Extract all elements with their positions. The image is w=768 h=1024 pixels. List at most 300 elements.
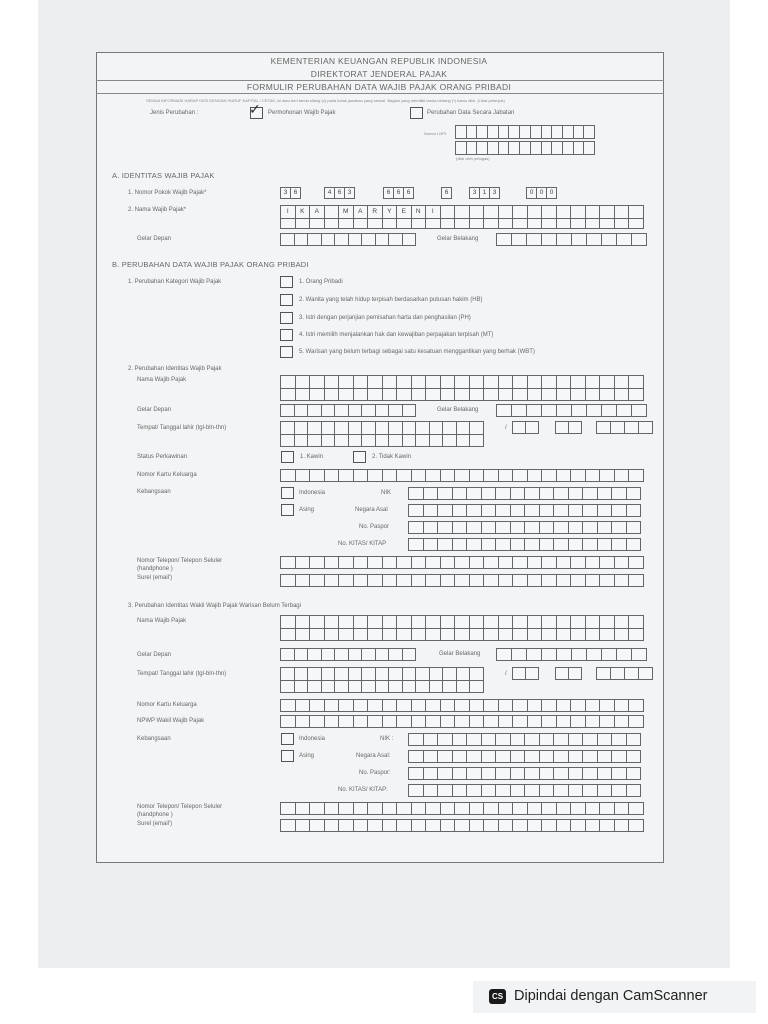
kategori-checkbox[interactable] <box>280 346 293 358</box>
char-box[interactable] <box>408 521 424 534</box>
char-box[interactable] <box>309 802 325 815</box>
char-box[interactable] <box>498 802 514 815</box>
char-box[interactable] <box>614 469 630 482</box>
char-box[interactable] <box>628 715 644 728</box>
npwp-group[interactable] <box>526 187 556 199</box>
char-box[interactable] <box>599 574 615 587</box>
char-box[interactable] <box>524 504 540 517</box>
char-box[interactable] <box>582 521 598 534</box>
char-box[interactable] <box>324 819 340 832</box>
char-box[interactable] <box>440 469 456 482</box>
char-box[interactable] <box>307 680 322 693</box>
char-box[interactable] <box>425 218 441 229</box>
char-box[interactable] <box>361 667 376 681</box>
char-box[interactable] <box>510 733 526 746</box>
char-box[interactable] <box>571 404 587 417</box>
char-box[interactable] <box>280 469 296 482</box>
char-box[interactable] <box>440 615 456 629</box>
char-box[interactable] <box>481 750 497 763</box>
char-box[interactable] <box>429 434 444 447</box>
char-box[interactable] <box>628 615 644 629</box>
char-box[interactable] <box>628 205 644 219</box>
char-box[interactable] <box>526 404 542 417</box>
char-box[interactable] <box>437 538 453 551</box>
char-box[interactable] <box>456 421 471 435</box>
char-box[interactable] <box>512 667 526 680</box>
char-box[interactable] <box>628 802 644 815</box>
char-box[interactable] <box>599 205 615 219</box>
nama-field[interactable] <box>280 375 643 389</box>
char-box[interactable] <box>498 574 514 587</box>
char-box[interactable] <box>527 615 543 629</box>
char-box[interactable] <box>614 556 630 569</box>
char-box[interactable]: A <box>353 205 369 219</box>
char-box[interactable] <box>375 667 390 681</box>
char-box[interactable] <box>469 680 484 693</box>
char-box[interactable] <box>568 767 584 780</box>
char-box[interactable] <box>524 521 540 534</box>
telepon-field[interactable] <box>280 556 643 569</box>
gelar-belakang-field[interactable] <box>496 233 646 246</box>
char-box[interactable] <box>348 667 363 681</box>
char-box[interactable] <box>481 487 497 500</box>
char-box[interactable] <box>411 388 427 401</box>
char-box[interactable] <box>585 699 601 712</box>
char-box[interactable] <box>610 421 625 434</box>
char-box[interactable] <box>382 628 398 641</box>
char-box[interactable] <box>466 521 482 534</box>
char-box[interactable] <box>348 421 363 435</box>
char-box[interactable] <box>411 375 427 389</box>
char-box[interactable] <box>425 819 441 832</box>
char-box[interactable] <box>527 715 543 728</box>
char-box[interactable] <box>481 784 497 797</box>
char-box[interactable] <box>570 699 586 712</box>
char-box[interactable] <box>555 667 569 680</box>
char-box[interactable] <box>295 819 311 832</box>
char-box[interactable] <box>321 680 336 693</box>
char-box[interactable] <box>601 404 617 417</box>
char-box[interactable] <box>295 556 311 569</box>
char-box[interactable] <box>402 404 417 417</box>
char-box[interactable] <box>524 733 540 746</box>
char-box[interactable] <box>440 205 456 219</box>
char-box[interactable] <box>495 750 511 763</box>
char-box[interactable] <box>611 733 627 746</box>
char-box[interactable] <box>353 556 369 569</box>
char-box[interactable] <box>408 538 424 551</box>
char-box[interactable] <box>498 715 514 728</box>
char-box[interactable] <box>402 648 417 661</box>
char-box[interactable] <box>568 521 584 534</box>
char-box[interactable] <box>396 375 412 389</box>
char-box[interactable] <box>582 538 598 551</box>
char-box[interactable] <box>611 767 627 780</box>
char-box[interactable] <box>294 680 309 693</box>
char-box[interactable] <box>382 802 398 815</box>
char-box[interactable] <box>631 648 647 661</box>
char-box[interactable] <box>396 574 412 587</box>
char-box[interactable] <box>556 233 572 246</box>
char-box[interactable] <box>466 538 482 551</box>
char-box[interactable] <box>415 421 430 435</box>
char-box[interactable] <box>541 205 557 219</box>
char-box[interactable] <box>307 421 322 435</box>
char-box[interactable] <box>396 218 412 229</box>
char-box[interactable] <box>388 680 403 693</box>
char-box[interactable] <box>568 733 584 746</box>
char-box[interactable] <box>556 699 572 712</box>
char-box[interactable] <box>469 421 484 435</box>
gelar-belakang-field[interactable] <box>496 404 646 417</box>
char-box[interactable] <box>512 574 528 587</box>
char-box[interactable] <box>440 802 456 815</box>
char-box[interactable] <box>396 802 412 815</box>
char-box[interactable] <box>599 375 615 389</box>
char-box[interactable] <box>631 404 647 417</box>
bulan-field[interactable] <box>555 421 581 434</box>
char-box[interactable] <box>541 469 557 482</box>
char-box[interactable] <box>556 648 572 661</box>
char-box[interactable] <box>437 521 453 534</box>
char-box[interactable] <box>498 628 514 641</box>
char-box[interactable] <box>570 819 586 832</box>
char-box[interactable] <box>307 667 322 681</box>
nama-wp-field[interactable] <box>280 205 643 219</box>
char-box[interactable] <box>382 388 398 401</box>
char-box[interactable] <box>361 404 376 417</box>
char-box[interactable] <box>454 628 470 641</box>
char-box[interactable] <box>511 648 527 661</box>
char-box[interactable]: I <box>425 205 441 219</box>
char-box[interactable] <box>375 648 390 661</box>
npwp-digit[interactable]: 6 <box>403 187 414 199</box>
char-box[interactable] <box>614 205 630 219</box>
char-box[interactable] <box>597 750 613 763</box>
char-box[interactable] <box>570 218 586 229</box>
char-box[interactable] <box>628 699 644 712</box>
char-box[interactable] <box>628 388 644 401</box>
char-box[interactable] <box>423 767 439 780</box>
char-box[interactable] <box>585 375 601 389</box>
char-box[interactable] <box>469 375 485 389</box>
npwp-digit[interactable]: 0 <box>526 187 537 199</box>
kawin-checkbox[interactable] <box>281 451 294 463</box>
char-box[interactable] <box>498 819 514 832</box>
char-box[interactable] <box>375 421 390 435</box>
char-box[interactable] <box>512 802 528 815</box>
char-box[interactable] <box>367 802 383 815</box>
char-box[interactable]: K <box>295 205 311 219</box>
char-box[interactable] <box>280 715 296 728</box>
char-box[interactable] <box>456 434 471 447</box>
char-box[interactable] <box>469 574 485 587</box>
char-box[interactable] <box>382 375 398 389</box>
char-box[interactable] <box>582 487 598 500</box>
char-box[interactable] <box>568 538 584 551</box>
char-box[interactable] <box>423 733 439 746</box>
char-box[interactable] <box>361 680 376 693</box>
char-box[interactable] <box>539 521 555 534</box>
char-box[interactable] <box>361 434 376 447</box>
char-box[interactable] <box>425 556 441 569</box>
char-box[interactable] <box>452 767 468 780</box>
char-box[interactable] <box>469 434 484 447</box>
char-box[interactable] <box>456 667 471 681</box>
char-box[interactable] <box>556 388 572 401</box>
char-box[interactable] <box>309 715 325 728</box>
kategori-checkbox[interactable] <box>280 276 293 288</box>
char-box[interactable] <box>307 233 322 246</box>
char-box[interactable] <box>614 218 630 229</box>
char-box[interactable] <box>568 750 584 763</box>
char-box[interactable] <box>338 615 354 629</box>
char-box[interactable] <box>452 521 468 534</box>
char-box[interactable] <box>454 574 470 587</box>
char-box[interactable] <box>527 388 543 401</box>
char-box[interactable] <box>415 680 430 693</box>
char-box[interactable] <box>324 715 340 728</box>
char-box[interactable] <box>367 556 383 569</box>
char-box[interactable] <box>527 699 543 712</box>
char-box[interactable] <box>321 421 336 435</box>
char-box[interactable] <box>556 574 572 587</box>
char-box[interactable] <box>382 556 398 569</box>
char-box[interactable] <box>626 538 642 551</box>
char-box[interactable] <box>334 680 349 693</box>
char-box[interactable] <box>454 205 470 219</box>
char-box[interactable] <box>614 715 630 728</box>
char-box[interactable] <box>510 784 526 797</box>
npwp-digit[interactable]: 1 <box>479 187 490 199</box>
char-box[interactable] <box>425 715 441 728</box>
char-box[interactable] <box>353 819 369 832</box>
char-box[interactable] <box>375 404 390 417</box>
char-box[interactable] <box>442 680 457 693</box>
char-box[interactable] <box>626 504 642 517</box>
char-box[interactable] <box>599 469 615 482</box>
char-box[interactable] <box>440 628 456 641</box>
char-box[interactable] <box>280 680 295 693</box>
char-box[interactable] <box>585 469 601 482</box>
char-box[interactable] <box>425 615 441 629</box>
char-box[interactable] <box>309 556 325 569</box>
char-box[interactable] <box>423 487 439 500</box>
kategori-checkbox[interactable] <box>280 329 293 341</box>
char-box[interactable] <box>601 233 617 246</box>
char-box[interactable] <box>469 388 485 401</box>
char-box[interactable] <box>294 421 309 435</box>
char-box[interactable] <box>454 375 470 389</box>
char-box[interactable]: R <box>367 205 383 219</box>
char-box[interactable] <box>466 504 482 517</box>
char-box[interactable] <box>469 469 485 482</box>
char-box[interactable] <box>553 487 569 500</box>
char-box[interactable] <box>553 767 569 780</box>
char-box[interactable] <box>568 421 582 434</box>
char-box[interactable] <box>628 628 644 641</box>
char-box[interactable] <box>425 388 441 401</box>
char-box[interactable] <box>294 648 309 661</box>
char-box[interactable] <box>469 556 485 569</box>
char-box[interactable] <box>396 469 412 482</box>
tanggal-field[interactable] <box>512 421 538 434</box>
char-box[interactable] <box>568 487 584 500</box>
char-box[interactable] <box>396 628 412 641</box>
char-box[interactable] <box>452 504 468 517</box>
char-box[interactable] <box>614 802 630 815</box>
char-box[interactable] <box>334 434 349 447</box>
char-box[interactable] <box>556 556 572 569</box>
char-box[interactable] <box>524 767 540 780</box>
char-box[interactable] <box>411 819 427 832</box>
char-box[interactable] <box>570 615 586 629</box>
char-box[interactable]: I <box>280 205 296 219</box>
char-box[interactable] <box>483 205 499 219</box>
char-box[interactable] <box>570 375 586 389</box>
char-box[interactable] <box>483 218 499 229</box>
char-box[interactable] <box>495 521 511 534</box>
char-box[interactable] <box>338 218 354 229</box>
indonesia-checkbox[interactable] <box>281 733 294 745</box>
kk-field[interactable] <box>280 469 643 482</box>
npwp-digit[interactable]: 3 <box>280 187 291 199</box>
char-box[interactable] <box>524 784 540 797</box>
kitas-field[interactable] <box>408 538 640 551</box>
char-box[interactable] <box>324 574 340 587</box>
char-box[interactable] <box>334 421 349 435</box>
char-box[interactable] <box>367 218 383 229</box>
char-box[interactable] <box>280 233 295 246</box>
char-box[interactable] <box>334 648 349 661</box>
char-box[interactable] <box>408 750 424 763</box>
char-box[interactable] <box>525 667 539 680</box>
char-box[interactable] <box>324 802 340 815</box>
char-box[interactable] <box>396 615 412 629</box>
char-box[interactable] <box>626 487 642 500</box>
char-box[interactable] <box>626 767 642 780</box>
char-box[interactable] <box>512 218 528 229</box>
char-box[interactable] <box>440 375 456 389</box>
char-box[interactable] <box>348 233 363 246</box>
char-box[interactable] <box>611 521 627 534</box>
char-box[interactable] <box>597 784 613 797</box>
char-box[interactable] <box>454 715 470 728</box>
char-box[interactable] <box>411 802 427 815</box>
char-box[interactable] <box>324 205 340 219</box>
char-box[interactable] <box>307 434 322 447</box>
char-box[interactable] <box>582 733 598 746</box>
char-box[interactable] <box>440 574 456 587</box>
npwp-digit[interactable]: 6 <box>441 187 452 199</box>
char-box[interactable] <box>628 375 644 389</box>
char-box[interactable] <box>440 388 456 401</box>
char-box[interactable] <box>570 469 586 482</box>
char-box[interactable] <box>423 784 439 797</box>
paspor-field[interactable] <box>408 521 640 534</box>
npwp-digit[interactable]: 3 <box>489 187 500 199</box>
char-box[interactable] <box>361 233 376 246</box>
npwp-group[interactable] <box>469 187 499 199</box>
char-box[interactable] <box>599 388 615 401</box>
char-box[interactable] <box>553 538 569 551</box>
char-box[interactable] <box>541 819 557 832</box>
char-box[interactable] <box>324 628 340 641</box>
char-box[interactable] <box>610 667 625 680</box>
char-box[interactable] <box>469 628 485 641</box>
char-box[interactable] <box>599 218 615 229</box>
char-box[interactable] <box>498 205 514 219</box>
char-box[interactable] <box>423 521 439 534</box>
char-box[interactable] <box>402 434 417 447</box>
surel-field[interactable] <box>280 574 643 587</box>
char-box[interactable] <box>309 819 325 832</box>
char-box[interactable] <box>429 680 444 693</box>
char-box[interactable] <box>599 819 615 832</box>
kategori-checkbox[interactable] <box>280 294 293 306</box>
char-box[interactable] <box>382 615 398 629</box>
char-box[interactable] <box>570 628 586 641</box>
char-box[interactable] <box>338 699 354 712</box>
char-box[interactable] <box>338 469 354 482</box>
char-box[interactable] <box>375 233 390 246</box>
char-box[interactable] <box>321 233 336 246</box>
char-box[interactable] <box>614 628 630 641</box>
char-box[interactable] <box>483 574 499 587</box>
char-box[interactable] <box>582 767 598 780</box>
char-box[interactable] <box>338 388 354 401</box>
char-box[interactable] <box>294 233 309 246</box>
char-box[interactable] <box>539 784 555 797</box>
char-box[interactable] <box>483 819 499 832</box>
char-box[interactable] <box>338 802 354 815</box>
char-box[interactable] <box>469 715 485 728</box>
char-box[interactable] <box>425 699 441 712</box>
char-box[interactable] <box>597 504 613 517</box>
char-box[interactable] <box>294 404 309 417</box>
char-box[interactable] <box>498 388 514 401</box>
char-box[interactable] <box>388 421 403 435</box>
char-box[interactable] <box>582 750 598 763</box>
char-box[interactable] <box>280 819 296 832</box>
char-box[interactable] <box>556 715 572 728</box>
char-box[interactable] <box>495 784 511 797</box>
char-box[interactable] <box>539 767 555 780</box>
char-box[interactable] <box>454 218 470 229</box>
char-box[interactable] <box>583 141 595 155</box>
char-box[interactable] <box>425 802 441 815</box>
char-box[interactable] <box>361 648 376 661</box>
char-box[interactable] <box>495 733 511 746</box>
char-box[interactable] <box>496 233 512 246</box>
char-box[interactable] <box>367 469 383 482</box>
char-box[interactable] <box>408 504 424 517</box>
char-box[interactable] <box>334 404 349 417</box>
char-box[interactable] <box>466 733 482 746</box>
char-box[interactable] <box>611 504 627 517</box>
char-box[interactable] <box>456 680 471 693</box>
char-box[interactable] <box>599 715 615 728</box>
char-box[interactable] <box>411 615 427 629</box>
char-box[interactable] <box>454 699 470 712</box>
char-box[interactable] <box>616 404 632 417</box>
char-box[interactable] <box>454 615 470 629</box>
char-box[interactable] <box>524 750 540 763</box>
char-box[interactable] <box>495 487 511 500</box>
nama-field-row2[interactable] <box>280 388 643 401</box>
char-box[interactable] <box>452 750 468 763</box>
char-box[interactable] <box>408 767 424 780</box>
